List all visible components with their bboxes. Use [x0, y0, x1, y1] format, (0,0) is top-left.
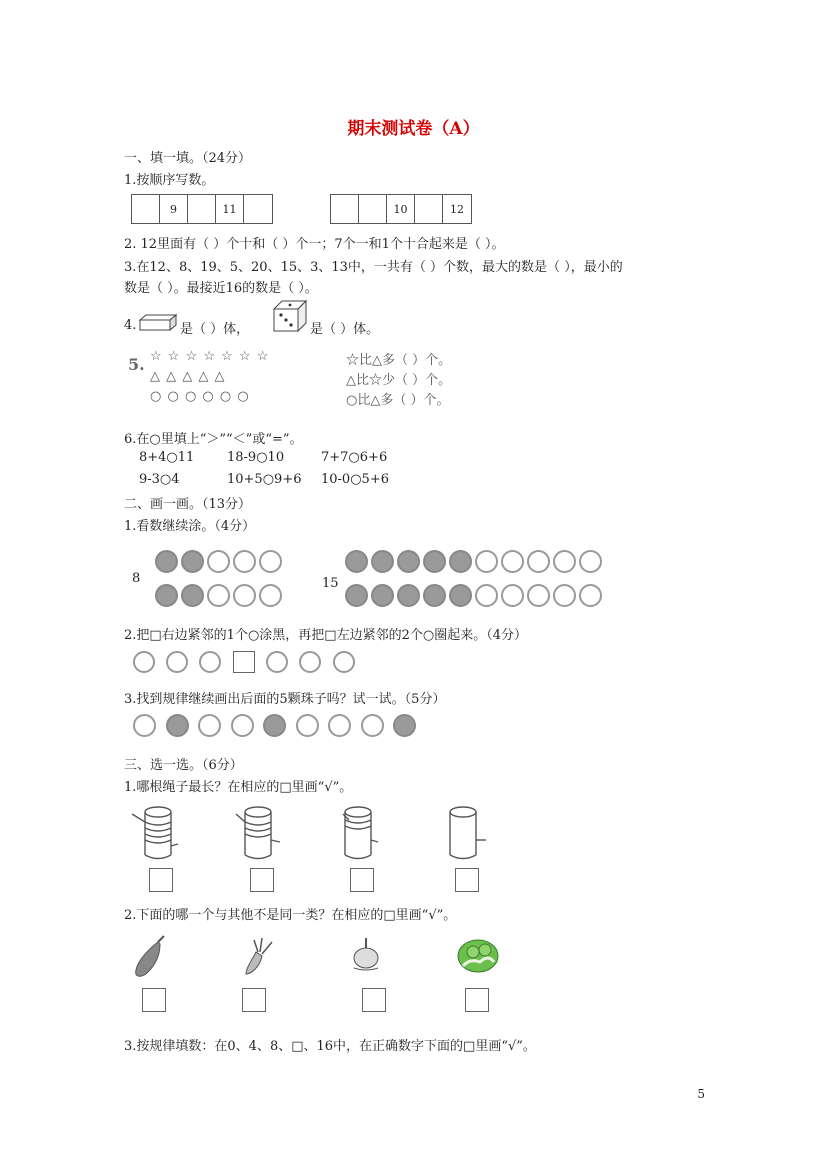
- bead-circle[interactable]: [393, 714, 416, 737]
- star-row: ☆ ☆ ☆ ☆ ☆ ☆ ☆: [150, 349, 270, 364]
- paint-circle[interactable]: [475, 550, 498, 573]
- q1-5-number: 5.: [128, 355, 145, 374]
- paint-circle[interactable]: [155, 550, 178, 573]
- paint-circle[interactable]: [233, 584, 256, 607]
- count-label-8: 8: [132, 571, 141, 586]
- bead-circle[interactable]: [296, 714, 319, 737]
- paint-circle[interactable]: [181, 584, 204, 607]
- seq-a-cell: 9: [160, 195, 188, 223]
- q3-3-text: 3.按规律填数：在0、4、8、□、16中，在正确数字下面的□里画“√”。: [124, 1039, 536, 1054]
- q1-6-text: 6.在○里填上“＞”“＜”或“=”。: [124, 432, 303, 447]
- compare-item[interactable]: 10+5○9+6: [227, 472, 302, 487]
- page-number: 5: [697, 1087, 705, 1101]
- compare-item[interactable]: 8+4○11: [139, 450, 195, 465]
- section1-heading: 一、填一填。（24分）: [124, 151, 252, 166]
- bead-circle[interactable]: [263, 714, 286, 737]
- count-label-15: 15: [322, 576, 339, 591]
- paint-circle[interactable]: [233, 550, 256, 573]
- q2-1-text: 1.看数继续涂。（4分）: [124, 519, 256, 534]
- eggplant-icon: [136, 936, 164, 976]
- paint-circle[interactable]: [299, 651, 321, 673]
- seq-b-cell[interactable]: [331, 195, 359, 223]
- vegetables-illustration: [128, 932, 508, 982]
- bead-circle[interactable]: [328, 714, 351, 737]
- cube-dice-icon: [272, 299, 308, 333]
- radish-icon: [246, 938, 272, 974]
- paint-circle[interactable]: [527, 584, 550, 607]
- sequence-box-b: [330, 194, 472, 224]
- q1-1-text: 1.按顺序写数。: [124, 173, 215, 188]
- q1-4-number: 4.: [124, 318, 137, 333]
- triangle-row: △ △ △ △ △: [150, 369, 226, 384]
- paint-circle[interactable]: [155, 584, 178, 607]
- paint-circle[interactable]: [266, 651, 288, 673]
- paint-circle[interactable]: [527, 550, 550, 573]
- rope-cylinder-1: [132, 807, 178, 859]
- rope-cylinder-4: [450, 807, 486, 859]
- paint-circle[interactable]: [449, 584, 472, 607]
- paint-circle[interactable]: [199, 651, 221, 673]
- answer-box-veg-4[interactable]: [465, 988, 489, 1012]
- rope-cylinder-3: [343, 807, 378, 859]
- paint-circle[interactable]: [475, 584, 498, 607]
- paint-circle[interactable]: [397, 550, 420, 573]
- paint-circle[interactable]: [345, 550, 368, 573]
- paint-circle[interactable]: [579, 584, 602, 607]
- q2-2-text: 2.把□右边紧邻的1个○涂黑，再把□左边紧邻的2个○圈起来。（4分）: [124, 628, 527, 643]
- paint-circle[interactable]: [259, 584, 282, 607]
- paint-circle[interactable]: [333, 651, 355, 673]
- circle-row: ○ ○ ○ ○ ○ ○: [150, 389, 250, 404]
- q3-1-text: 1.哪根绳子最长？在相应的□里画“√”。: [124, 780, 353, 795]
- rope-cylinder-2: [236, 807, 280, 859]
- compare-item[interactable]: 9-3○4: [139, 472, 180, 487]
- q1-3-line1: 3.在12、8、19、5、20、15、3、13中，一共有（ ）个数，最大的数是（ ），最小的: [124, 260, 623, 275]
- paint-circle[interactable]: [166, 651, 188, 673]
- sequence-box-a: [131, 194, 273, 224]
- bead-circle[interactable]: [361, 714, 384, 737]
- seq-a-cell: 11: [216, 195, 244, 223]
- section3-heading: 三、选一选。（6分）: [124, 758, 243, 773]
- paint-circle[interactable]: [345, 584, 368, 607]
- bead-circle[interactable]: [231, 714, 254, 737]
- bead-circle[interactable]: [198, 714, 221, 737]
- section2-heading: 二、画一画。（13分）: [124, 497, 252, 512]
- seq-a-cell[interactable]: [188, 195, 216, 223]
- paint-circle[interactable]: [501, 550, 524, 573]
- answer-box-veg-1[interactable]: [142, 988, 166, 1012]
- compare-item[interactable]: 7+7○6+6: [321, 450, 388, 465]
- answer-box-veg-3[interactable]: [362, 988, 386, 1012]
- paint-circle[interactable]: [181, 550, 204, 573]
- center-square: [233, 651, 255, 673]
- answer-box-rope-4[interactable]: [455, 868, 479, 892]
- seq-b-cell: 12: [450, 202, 464, 216]
- paint-circle[interactable]: [501, 584, 524, 607]
- compare-item[interactable]: 10-0○5+6: [321, 472, 389, 487]
- onion-icon: [354, 938, 378, 970]
- q1-5-row2-text: △比☆少（ ）个。: [346, 373, 452, 388]
- cabbage-icon: [458, 940, 498, 972]
- bead-circle[interactable]: [133, 714, 156, 737]
- q2-3-text: 3.找到规律继续画出后面的5颗珠子吗？试一试。（5分）: [124, 692, 446, 707]
- rope-cylinders-illustration: [128, 800, 518, 866]
- paint-circle[interactable]: [207, 550, 230, 573]
- answer-box-rope-3[interactable]: [350, 868, 374, 892]
- q3-2-text: 2.下面的哪一个与其他不是同一类？在相应的□里画“√”。: [124, 908, 457, 923]
- seq-b-cell[interactable]: [359, 195, 387, 223]
- cuboid-icon: [138, 312, 178, 332]
- answer-box-rope-1[interactable]: [149, 868, 173, 892]
- answer-box-rope-2[interactable]: [250, 868, 274, 892]
- answer-box-veg-2[interactable]: [242, 988, 266, 1012]
- paint-circle[interactable]: [423, 584, 446, 607]
- q1-5-row1-text: ☆比△多（ ）个。: [346, 353, 452, 368]
- page-title: 期末测试卷（A）: [347, 119, 480, 139]
- compare-item[interactable]: 18-9○10: [227, 450, 285, 465]
- paint-circle[interactable]: [259, 550, 282, 573]
- seq-a-cell[interactable]: [244, 195, 272, 223]
- q1-5-row3-text: ○比△多（ ）个。: [346, 393, 450, 408]
- paint-circle[interactable]: [207, 584, 230, 607]
- q1-4-text-b: 是（ ）体。: [310, 322, 380, 337]
- bead-circle[interactable]: [166, 714, 189, 737]
- q1-2-text: 2. 12里面有（ ）个十和（ ）个一；7个一和1个十合起来是（ ）。: [124, 237, 505, 252]
- paint-circle[interactable]: [371, 550, 394, 573]
- seq-a-cell[interactable]: [132, 195, 160, 223]
- paint-circle[interactable]: [579, 550, 602, 573]
- paint-circle[interactable]: [553, 584, 576, 607]
- seq-b-cell: 10: [387, 195, 415, 223]
- paint-circle[interactable]: [423, 550, 446, 573]
- paint-circle[interactable]: [371, 584, 394, 607]
- paint-circle[interactable]: [449, 550, 472, 573]
- paint-circle[interactable]: [133, 651, 155, 673]
- q1-3-line2: 数是（ ）。最接近16的数是（ ）。: [124, 281, 318, 296]
- q1-4-text-a: 是（ ）体，: [180, 322, 250, 337]
- paint-circle[interactable]: [553, 550, 576, 573]
- paint-circle[interactable]: [397, 584, 420, 607]
- seq-b-cell[interactable]: [415, 195, 443, 223]
